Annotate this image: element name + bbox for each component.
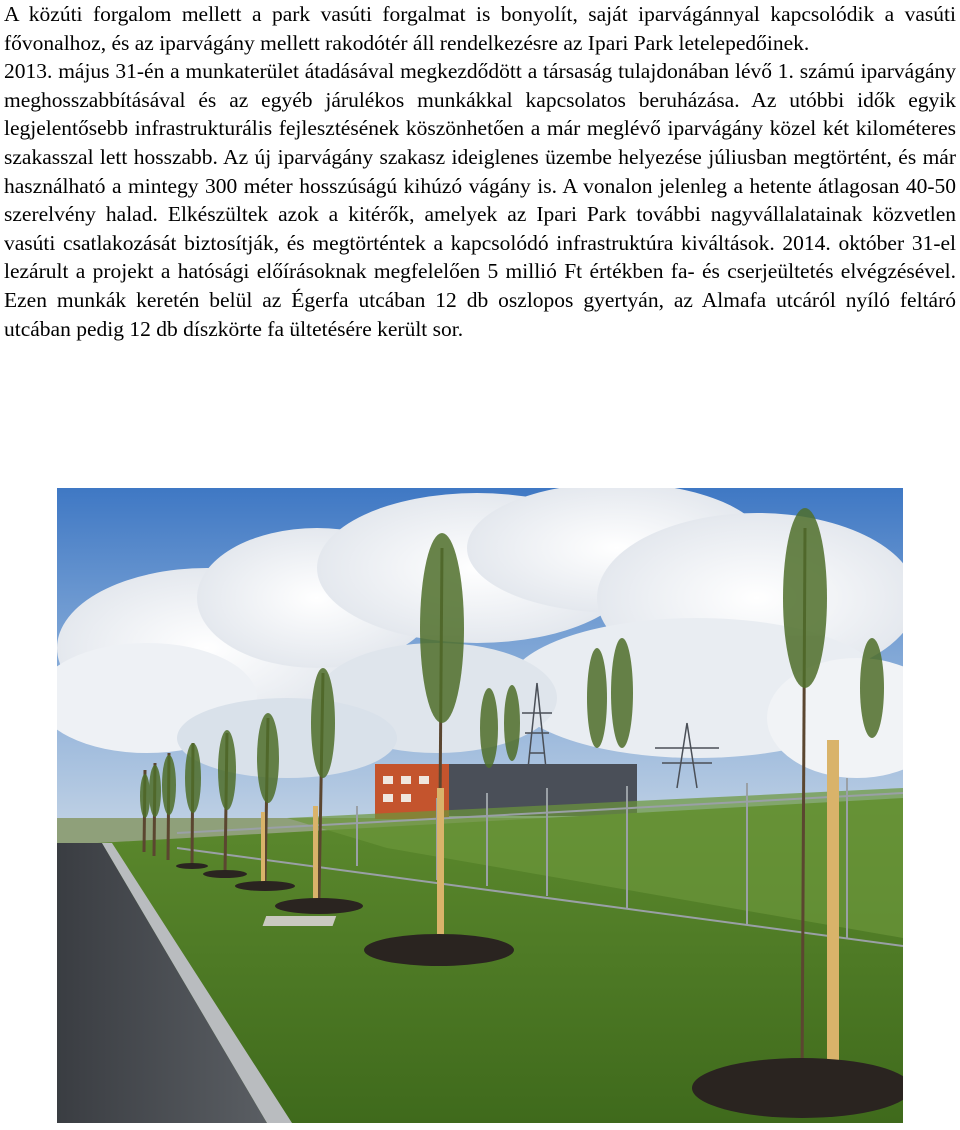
paragraph-1: A közúti forgalom mellett a park vasúti forgalmat is bonyolít, saját iparvágánnyal kapcsolódik a vasúti fővonalhoz, és az iparvágány mellett rakodótér áll rendelkezésre az Ipari Park letelepedőinek. <box>4 2 956 55</box>
body-text <box>4 0 956 343</box>
photo-illustration <box>57 488 903 1123</box>
paragraph-2: 2013. május 31-én a munkaterület átadásával megkezdődött a társaság tulajdonában lévő 1. számú iparvágány meghosszabbításával és az egyéb járulékos munkákkal kapcsolatos beruházása. Az utóbbi idők egyik legjelentősebb infrastrukturális fejlesztésének köszönhetően a már meglévő iparvágány közel két kilométeres szakasszal lett hosszabb. Az új iparvágány szakasz ideiglenes üzembe helyezése júliusban megtörtént, és már használható a mintegy 300 méter hosszúságú kihúzó vágány is. A vonalon jelenleg a hetente átlagosan 40-50 szerelvény halad. Elkészültek azok a kitérők, amelyek az Ipari Park további nagyvállalatainak közvetlen vasúti csatlakozását biztosítják, és megtörténtek a kapcsolódó infrastruktúra kiváltások. 2014. október 31-el lezárult a projekt a hatósági előírásoknak megfelelően 5 millió Ft értékben fa- és cserjeültetés elvégzésével. Ezen munkák keretén belül az Égerfa utcában 12 db oszlopos gyertyán, az Almafa utcáról nyíló feltáró utcában pedig 12 db díszkörte fa ültetésére került sor. <box>4 59 956 341</box>
photo-trees-along-road <box>57 488 903 1123</box>
